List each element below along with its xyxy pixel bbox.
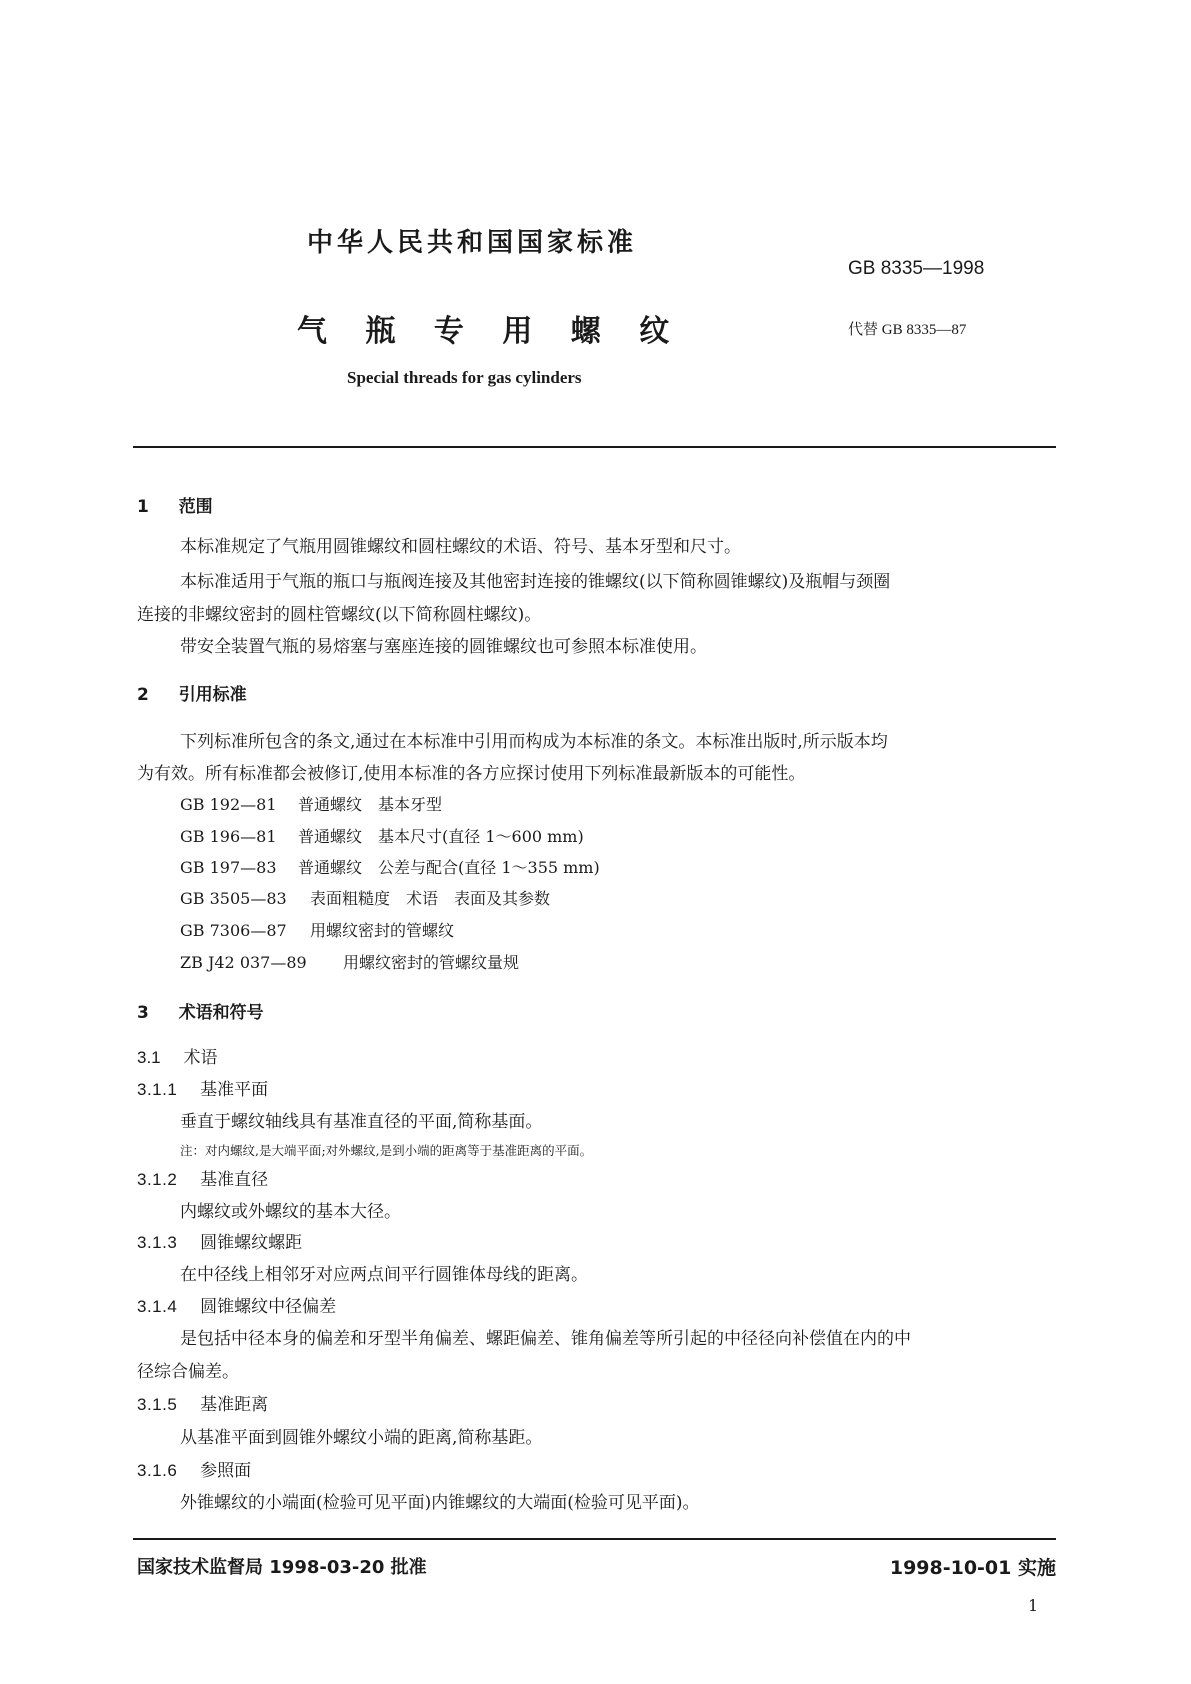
reference-title: 用螺纹密封的管螺纹量规 — [343, 953, 520, 972]
section-2-title: 引用标准 — [178, 685, 247, 705]
term-heading — [137, 1075, 268, 1105]
reference-title: 用螺纹密封的管螺纹 — [310, 921, 455, 940]
reference-title: 表面粗糙度 术语 表面及其参数 — [310, 889, 551, 908]
section-1-heading — [137, 492, 213, 517]
term-number: 3.1.5 — [137, 1395, 178, 1414]
reference-code: ZB J42 037—89 — [180, 953, 307, 972]
reference-title: 普通螺纹 基本牙型 — [298, 795, 443, 814]
document-title-cn: 气 瓶 专 用 螺 纹 — [297, 314, 684, 349]
reference-list-item — [180, 884, 550, 914]
term-title: 参照面 — [200, 1461, 252, 1481]
term-title: 基准直径 — [200, 1170, 269, 1190]
reference-code: GB 7306—87 — [180, 921, 287, 940]
term-heading — [137, 1228, 302, 1258]
reference-code: GB 192—81 — [180, 795, 277, 814]
scope-paragraph-2-line-1: 本标准适用于气瓶的瓶口与瓶阀连接及其他密封连接的锥螺纹(以下简称圆锥螺纹)及瓶帽与颈圈 — [180, 572, 891, 592]
term-heading — [137, 1292, 336, 1322]
reference-list-item — [180, 790, 442, 820]
section-2-heading — [137, 680, 247, 705]
page-number: 1 — [1028, 1596, 1039, 1615]
term-definition-line-1: 是包括中径本身的偏差和牙型半角偏差、螺距偏差、锥角偏差等所引起的中径径向补偿值在内的中 — [180, 1329, 911, 1349]
term-definition: 内螺纹或外螺纹的基本大径。 — [180, 1202, 401, 1222]
term-note: 注：对内螺纹,是大端平面;对外螺纹,是到小端的距离等于基准距离的平面。 — [180, 1143, 593, 1158]
term-number: 3.1.2 — [137, 1170, 178, 1189]
term-heading — [137, 1456, 251, 1486]
term-number: 3.1.1 — [137, 1080, 178, 1099]
term-number: 3.1.3 — [137, 1233, 178, 1252]
reference-list-item — [180, 916, 454, 946]
term-definition: 垂直于螺纹轴线具有基准直径的平面,简称基面。 — [180, 1112, 543, 1132]
reference-code: GB 3505—83 — [180, 889, 287, 908]
term-definition: 从基准平面到圆锥外螺纹小端的距离,简称基距。 — [180, 1428, 543, 1448]
header-divider — [133, 446, 1056, 448]
term-heading — [137, 1390, 268, 1420]
national-standard-heading: 中华人民共和国国家标准 — [307, 228, 638, 258]
section-3-title: 术语和符号 — [178, 1003, 264, 1023]
reference-code: GB 197—83 — [180, 858, 277, 877]
scope-paragraph-2-line-2: 连接的非螺纹密封的圆柱管螺纹(以下简称圆柱螺纹)。 — [137, 605, 542, 625]
term-title: 圆锥螺纹中径偏差 — [200, 1297, 337, 1317]
reference-title: 普通螺纹 基本尺寸(直径 1～600 mm) — [298, 827, 584, 846]
scope-paragraph-3: 带安全装置气瓶的易熔塞与塞座连接的圆锥螺纹也可参照本标准使用。 — [180, 637, 707, 657]
reference-list-item — [180, 948, 519, 978]
effective-date: 1998-10-01 实施 — [889, 1557, 1056, 1579]
section-2-number: 2 — [137, 685, 149, 705]
section-1-title: 范围 — [178, 497, 213, 517]
replaces-note: 代替 GB 8335—87 — [848, 322, 967, 338]
reference-code: GB 196—81 — [180, 827, 277, 846]
subsection-3-1-heading — [137, 1043, 217, 1073]
subsection-title: 术语 — [183, 1048, 218, 1068]
term-definition-line-2: 径综合偏差。 — [137, 1362, 239, 1382]
section-3-heading — [137, 998, 264, 1023]
term-number: 3.1.4 — [137, 1297, 178, 1316]
term-title: 圆锥螺纹螺距 — [200, 1233, 303, 1253]
term-definition: 外锥螺纹的小端面(检验可见平面)内锥螺纹的大端面(检验可见平面)。 — [180, 1493, 700, 1513]
term-heading — [137, 1165, 268, 1195]
term-title: 基准平面 — [200, 1080, 269, 1100]
term-title: 基准距离 — [200, 1395, 269, 1415]
subsection-number: 3.1 — [137, 1048, 161, 1067]
term-definition: 在中径线上相邻牙对应两点间平行圆锥体母线的距离。 — [180, 1265, 588, 1285]
reference-list-item — [180, 853, 600, 883]
footer-divider — [133, 1538, 1056, 1540]
scope-paragraph-1: 本标准规定了气瓶用圆锥螺纹和圆柱螺纹的术语、符号、基本牙型和尺寸。 — [180, 537, 741, 557]
reference-list-item — [180, 822, 584, 852]
document-title-en: Special threads for gas cylinders — [347, 368, 582, 387]
references-paragraph-line-2: 为有效。所有标准都会被修订,使用本标准的各方应探讨使用下列标准最新版本的可能性。 — [137, 764, 806, 784]
section-1-number: 1 — [137, 497, 149, 517]
reference-title: 普通螺纹 公差与配合(直径 1～355 mm) — [298, 858, 600, 877]
section-3-number: 3 — [137, 1003, 149, 1023]
references-paragraph-line-1: 下列标准所包含的条文,通过在本标准中引用而构成为本标准的条文。本标准出版时,所示版本均 — [180, 732, 888, 752]
term-number: 3.1.6 — [137, 1461, 178, 1480]
standard-code: GB 8335—1998 — [848, 258, 985, 279]
approval-note: 国家技术监督局 1998-03-20 批准 — [137, 1557, 427, 1578]
